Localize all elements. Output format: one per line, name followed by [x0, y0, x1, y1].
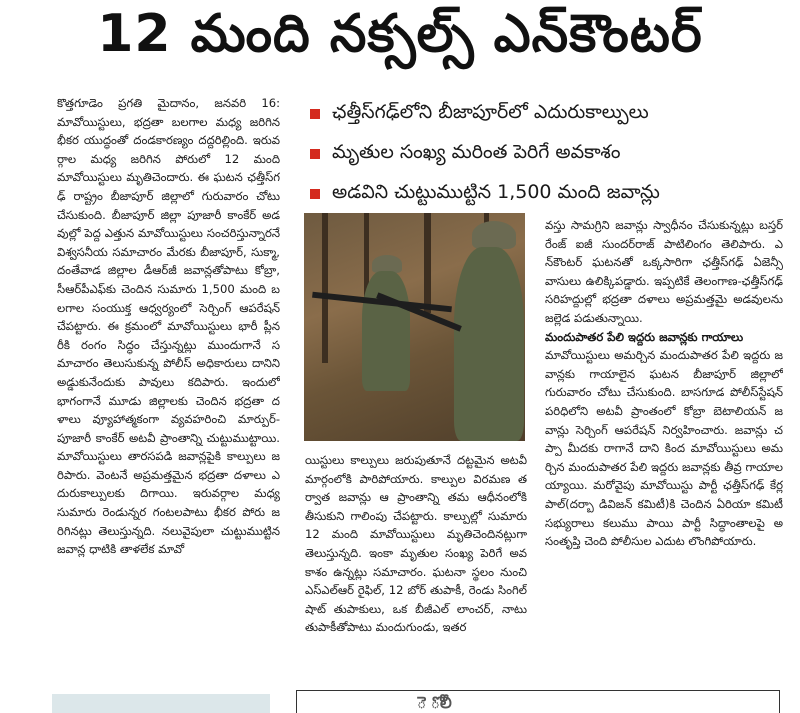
highlight-text: ఛత్తీస్‌గఢ్‌లోని బీజాపూర్‌లో ఎదురుకాల్పులు [332, 100, 649, 123]
article-subheading: మందుపాతర పేలి ఇద్దరు జవాన్లకు గాయాలు [545, 329, 744, 344]
highlight-text: అడవిని చుట్టుముట్టిన 1,500 మంది జవాన్లు [332, 180, 660, 203]
article-column-1 [57, 94, 280, 674]
highlights-list [300, 94, 790, 214]
article-text: వస్తు సామగ్రిని జవాన్లు స్వాధీనం చేసుకున్నట్లు బస్తర్ రేంజ్ ఐజీ సుందర్‌రాజ్ పాటిలింగం తెలిపారు. ఎన్‌కౌంటర్ ఘటనతో ఒక్కసారిగా ఛత్తీస్‌గఢ్ ఏజెన్సీ వాసులు ఉలిక్కిపడ్డారు. ఇప్పటికే తెలంగాణ-ఛత్తీస్‌గఢ్ సరిహద్దుల్లో భద్రతా దళాలు అప్రమత్తమై అడవులను జల్లెడ పడుతున్నాయి. [545, 218, 783, 325]
highlight-item [300, 94, 790, 134]
red-square-bullet-icon [310, 149, 320, 159]
highlight-item [300, 134, 790, 174]
next-article-fragment: ె ోలీ [417, 693, 452, 712]
red-square-bullet-icon [310, 109, 320, 119]
headline: 12 మంది నక్సల్స్ ఎన్‌కౌంటర్ [97, 3, 703, 64]
article-text: యిస్టులు కాల్పులు జరుపుతూనే దట్టమైన అటవీ మార్గంలోకి పారిపోయారు. కాల్పుల విరమణ తర్వాత జవాన్లు ఆ ప్రాంతాన్ని తమ ఆధీనంలోకి తీసుకుని గాలింపు చేపట్టారు. కాల్పుల్లో సుమారు 12 మంది మావోయిస్టులు మృతిచెందినట్లుగా తెలుస్తున్నది. ఇంకా మృతుల సంఖ్య పెరిగే అవకాశం ఉన్నట్లు సమాచారం. ఘటనా స్థలం నుంచి ఎస్‌ఎల్ఆర్ రైఫిల్, 12 బోర్ తుపాకీ, రెండు సింగిల్ షాట్ తుపాకులు, ఒక బీజీఎల్ లాంచర్, నాటు తుపాకీతోపాటు మందుగుండు, ఇతర [305, 453, 527, 635]
article-text: మావోయిస్టులు అమర్చిన మందుపాతర పేలి ఇద్దరు జవాన్లకు గాయాలైన ఘటన బీజాపూర్ జిల్లాలో గురువారం చోటు చేసుకుంది. బాసగూడ పోలీస్‌స్టేషన్ పరిధిలోని అటవీ ప్రాంతంలో కోబ్రా బెటాలియన్ జవాన్లు సెర్చింగ్ ఆపరేషన్ నిర్వహించారు. జవాన్లు చప్పా మీదకు రాగానే దాని కింద మావోయిస్టులు అమర్చిన మందుపాతర పేలి ఇద్దరు జవాన్లకు తీవ్ర గాయాలయ్యాయి. మరోవైపు మావోయిస్టు పార్టీ ఛత్తీస్‌గఢ్ కేర్లపాల్(దర్బా డివిజన్ కమిటీ)కి చెందిన ఏరియా కమిటీ సభ్యురాలు కలుము పాయి పార్టీ సిద్ధాంతాలపై అసంతృప్తి చెంది పోలీసుల ఎదుట లొంగిపోయారు. [545, 348, 783, 549]
next-article-header [296, 690, 780, 713]
highlight-item [300, 174, 790, 214]
article-column-2 [305, 451, 527, 689]
highlight-text: మృతుల సంఖ్య మరింత పెరిగే అవకాశం [332, 140, 621, 163]
article-column-3 [545, 216, 783, 686]
article-text: కొత్తగూడెం ప్రగతి మైదానం, జనవరి 16: మావోయిస్టులు, భద్రతా బలగాల మధ్య జరిగిన భీకర యుద్ధంతో దండకారణ్యం దద్దరిల్లింది. ఇరువర్గాల మధ్య జరిగిన పోరులో 12 మంది మావోయిస్టులు మృతిచెందారు. ఈ ఘటన ఛత్తీస్‌గఢ్ రాష్ట్రం బీజాపూర్ జిల్లాలో గురువారం చోటు చేసుకుంది. బీజాపూర్ జిల్లా పూజారీ కాంకేర్ అడవుల్లో పెద్ద ఎత్తున మావోయిస్టులు సంచరిస్తున్నారనే విశ్వసనీయ సమాచారం మేరకు బీజాపూర్, సుక్మా, దంతేవాడ జిల్లాల డీఆర్‌జీ జవాన్లతోపాటు కోబ్రా, సీఆర్‌పీఎఫ్‌కు చెందిన సుమారు 1,500 మంది బలగాల సంయుక్త ఆధ్వర్యంలో సెర్చింగ్ ఆపరేషన్ చేపట్టారు. ఈ క్రమంలో మావోయిస్టులు భారీ ప్లీనరీకి రంగం సిద్ధం చేస్తున్నట్లు ముందుగానే సమాచారం తెలుసుకున్న పోలీస్ అధికారులు దానిని అడ్డుకునేందుకు పావులు కదిపారు. ఇందులో భాగంగానే మూడు జిల్లాలకు చెందిన భద్రతా దళాలు వ్యూహాత్మకంగా వ్యవహరించి మార్పుర్-పూజారీ కాంకేర్ అటవీ ప్రాంతాన్ని చుట్టుముట్టాయి. మావోయిస్టులు తారసపడి జవాన్లపైకి కాల్పులు జరిపారు. వెంటనే అప్రమత్తమైన భద్రతా దళాలు ఎదురుకాల్పులకు దిగాయి. ఇరువర్గాల మధ్య సుమారు రెండున్నర గంటలపాటు భీకర పోరు జరిగినట్లు తెలుస్తున్నది. నలువైపులా చుట్టుముట్టిన జవాన్ల ధాటికి తాళలేక మావో [57, 96, 280, 557]
next-article-box [52, 694, 270, 713]
red-square-bullet-icon [310, 189, 320, 199]
news-photo-soldiers [304, 213, 525, 441]
